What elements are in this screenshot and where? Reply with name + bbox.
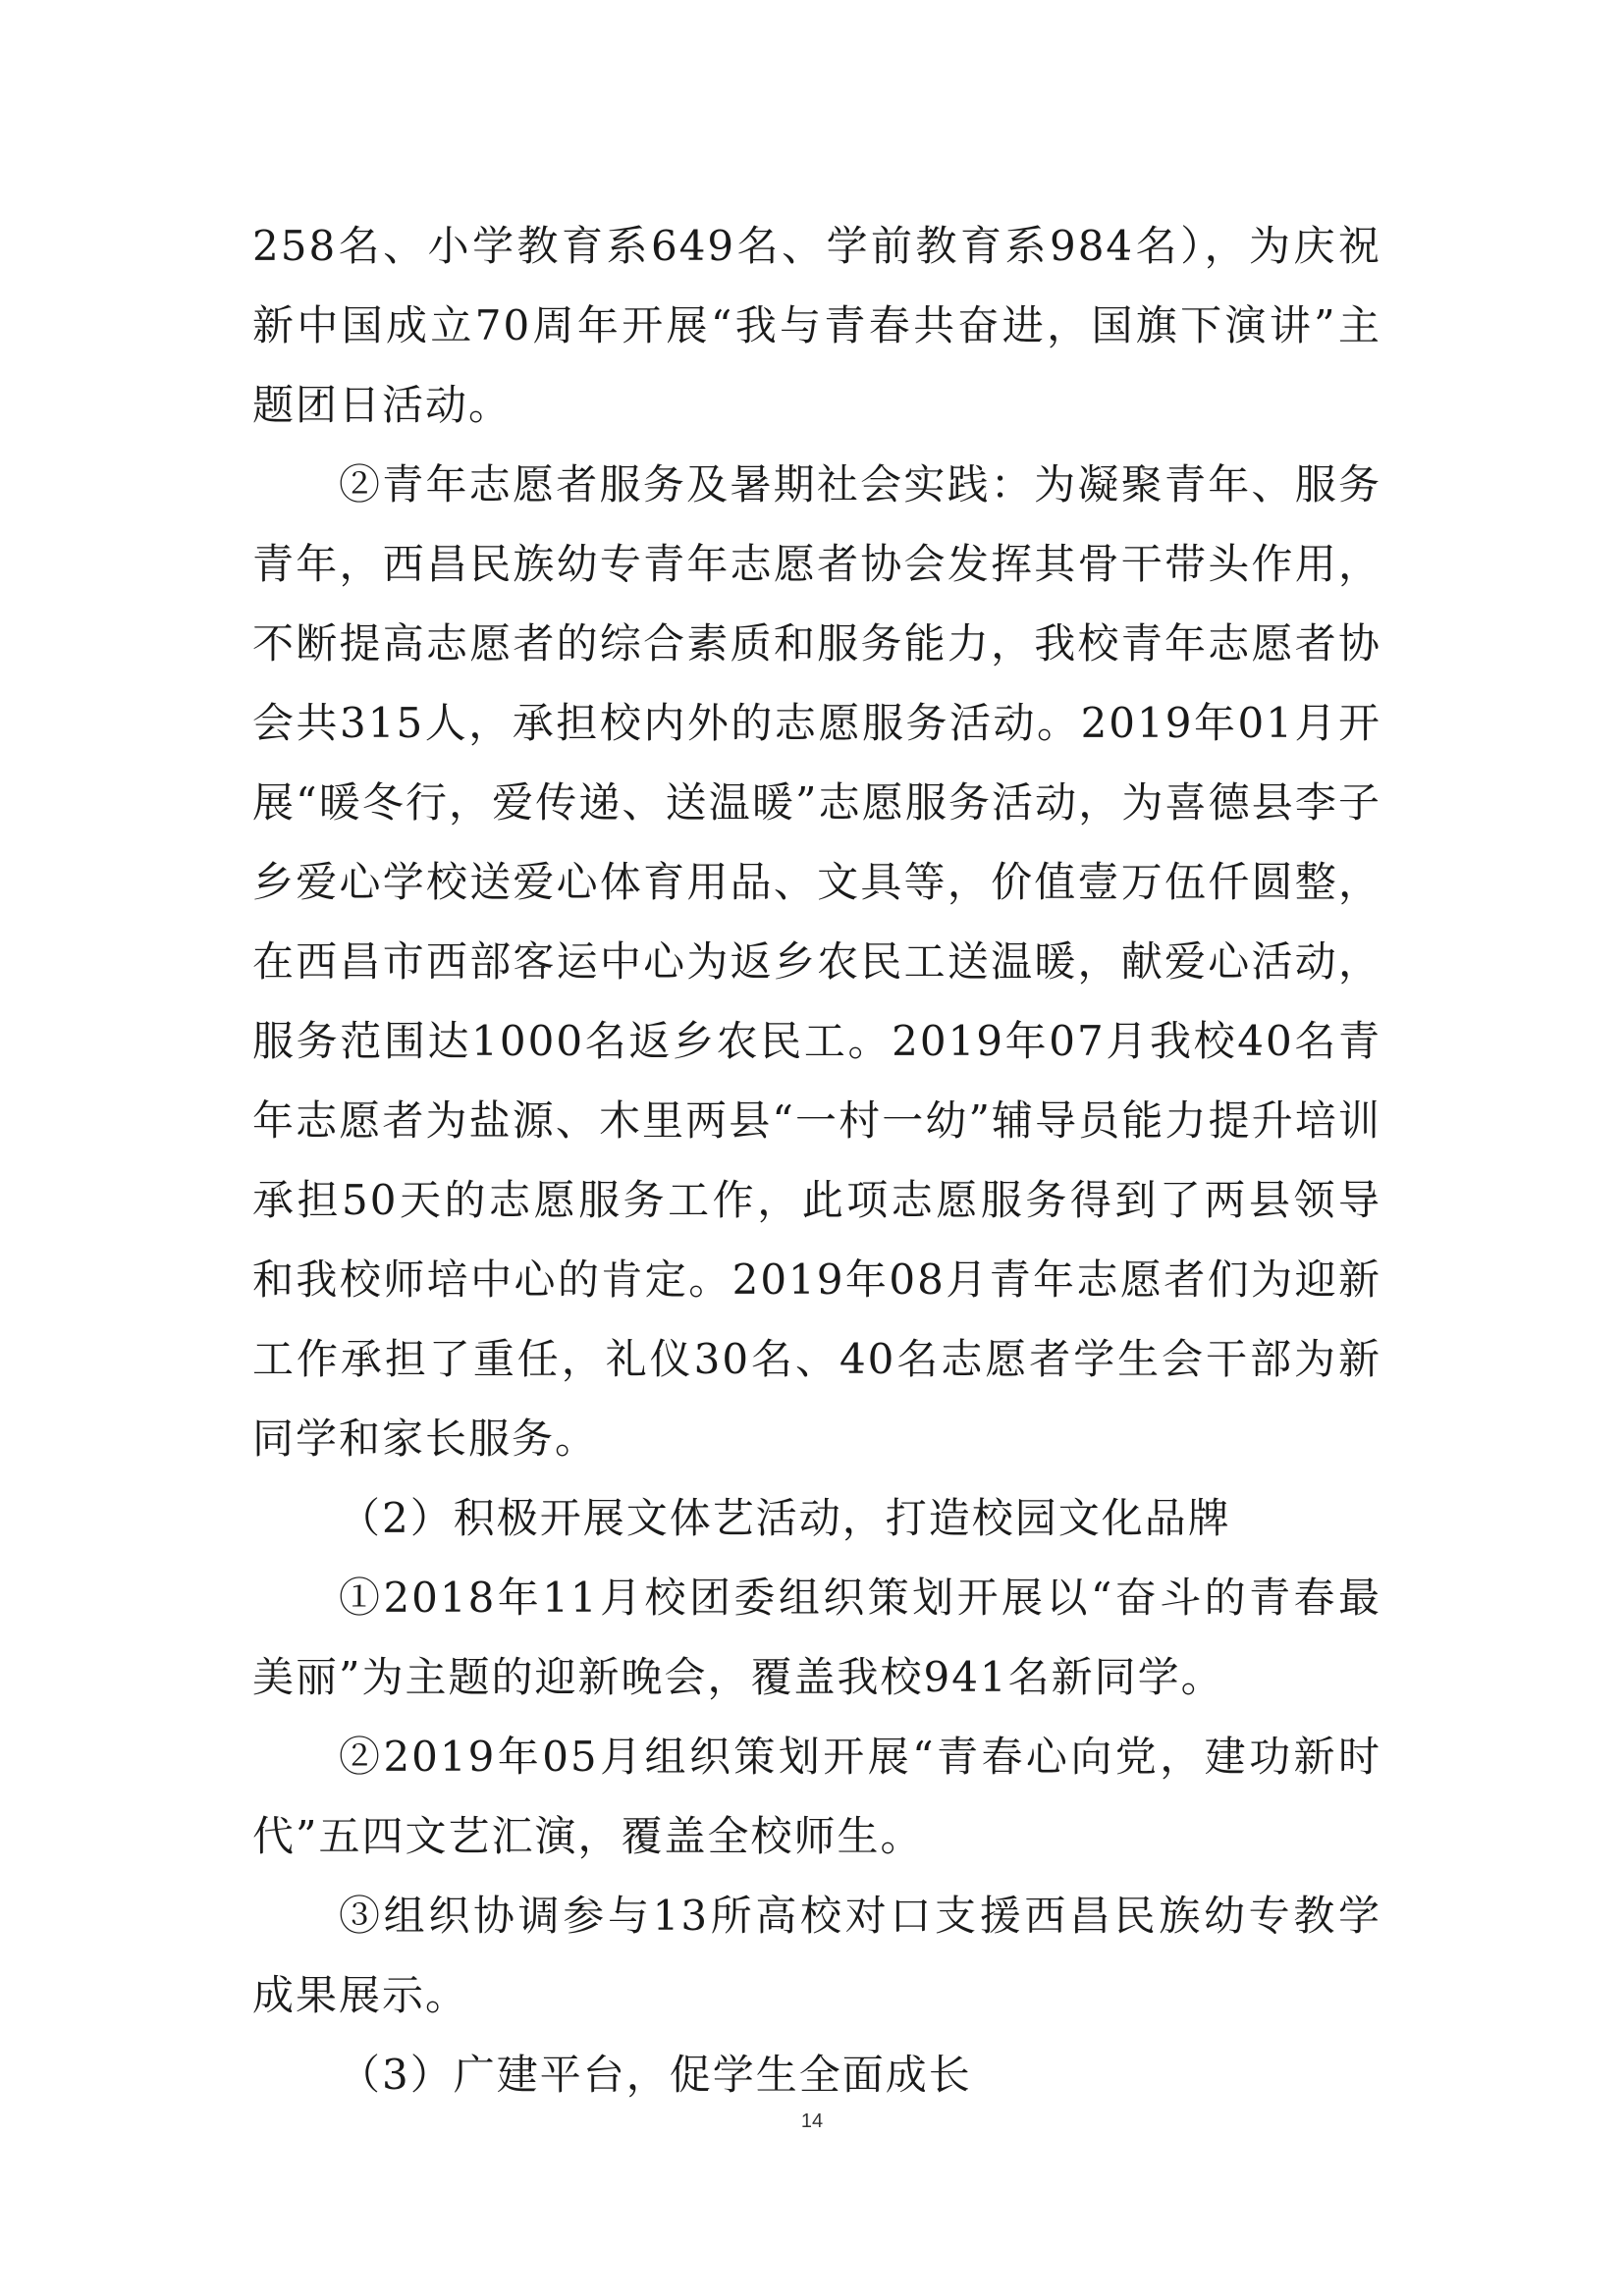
paragraph-welcome-gala: ①2018年11月校团委组织策划开展以“奋斗的青春最美丽”为主题的迎新晚会，覆盖我校941名新同学。 bbox=[252, 1574, 1381, 1701]
section-heading-cultural-activities: （2）积极开展文体艺活动，打造校园文化品牌 bbox=[339, 1494, 1231, 1542]
paragraph-continuation: 258名、小学教育系649名、学前教育系984名），为庆祝新中国成立70周年开展“我与青春共奋进，国旗下演讲”主题团日活动。 bbox=[252, 222, 1381, 429]
section-heading-platforms: （3）广建平台，促学生全面成长 bbox=[339, 2051, 972, 2099]
document-body bbox=[252, 206, 1381, 2114]
page-number: 14 bbox=[800, 2110, 824, 2132]
paragraph-support-exhibition: ③组织协调参与13所高校对口支援西昌民族幼专教学成果展示。 bbox=[252, 1892, 1381, 2019]
paragraph-volunteer-service: ②青年志愿者服务及暑期社会实践：为凝聚青年、服务青年，西昌民族幼专青年志愿者协会发挥其骨干带头作用，不断提高志愿者的综合素质和服务能力，我校青年志愿者协会共315人，承担校内外的志愿服务活动。2019年01月开展“暖冬行，爱传递、送温暖”志愿服务活动，为喜德县李子乡爱心学校送爱心体育用品、文具等，价值壹万伍仟圆整，在西昌市西部客运中心为返乡农民工送温暖，献爱心活动，服务范围达1000名返乡农民工。2019年07月我校40名青年志愿者为盐源、木里两县“一村一幼”辅导员能力提升培训承担50天的志愿服务工作，此项志愿服务得到了两县领导和我校师培中心的肯定。2019年08月青年志愿者们为迎新工作承担了重任，礼仪30名、40名志愿者学生会干部为新同学和家长服务。 bbox=[252, 460, 1381, 1463]
paragraph-may-fourth-show: ②2019年05月组织策划开展“青春心向党，建功新时代”五四文艺汇演，覆盖全校师生。 bbox=[252, 1733, 1381, 1860]
